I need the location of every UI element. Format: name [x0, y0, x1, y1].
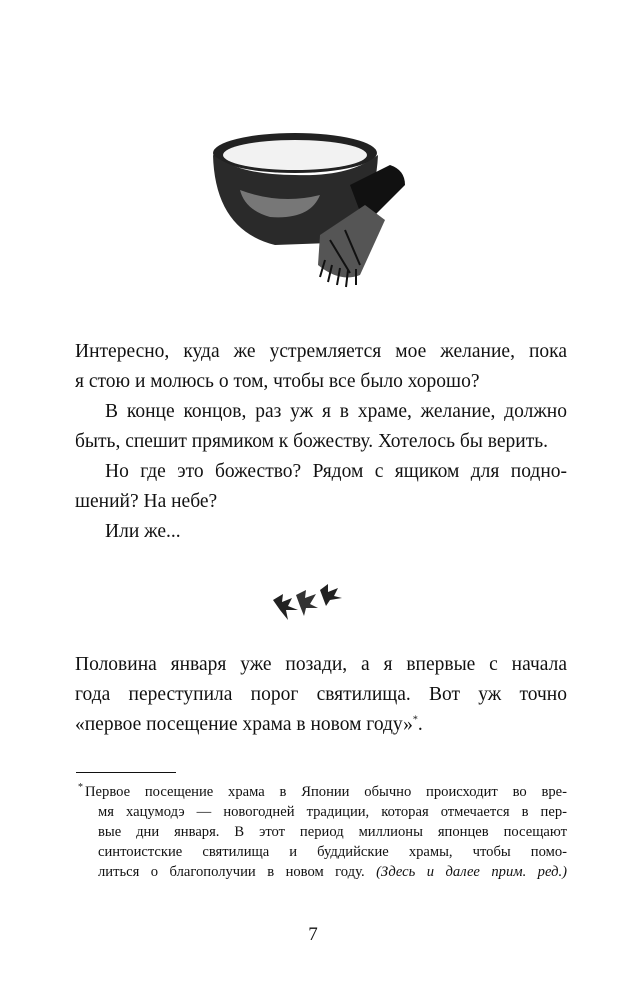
- text-line: Или же...: [105, 521, 181, 542]
- footnote-line: * Первое посещение храма в Японии обычно происходит во вре-: [78, 782, 567, 800]
- page-number: 7: [308, 924, 318, 945]
- text-line: В конце концов, раз уж я в храме, желание, должно: [105, 401, 567, 422]
- footnote-line: вые дни января. В этот период миллионы японцев посещают: [98, 824, 567, 840]
- section-2: [75, 650, 567, 740]
- text-line: Но где это божество? Рядом с ящиком для подно-: [105, 461, 567, 482]
- text-line: Интересно, куда же устремляется мое желание, пока: [75, 341, 567, 362]
- section-1: [75, 337, 567, 547]
- text-line: я стою и молюсь о том, чтобы все было хорошо?: [75, 371, 480, 392]
- footnote-divider: [76, 772, 176, 773]
- footnote-reference: *: [412, 714, 418, 726]
- text-line: «первое посещение храма в новом году»*.: [75, 714, 423, 735]
- text-line: Половина января уже позади, а я впервые с начала: [75, 654, 567, 675]
- footnote-mark: *: [78, 782, 83, 794]
- editor-note: (Здесь и далее прим. ред.): [376, 864, 567, 880]
- matcha-bowl-illustration: [200, 125, 440, 300]
- footnote: [78, 782, 567, 882]
- footnote-line: мя хацумодэ — новогодней традиции, которая отмечается в пер-: [98, 804, 567, 820]
- text-line: шений? На небе?: [75, 491, 218, 512]
- footnote-line: литься о благополучии в новом году. (Здесь и далее прим. ред.): [98, 864, 567, 880]
- footnote-line: синтоистские святилища и буддийские храмы, чтобы помо-: [98, 844, 567, 860]
- text-line: быть, спешит прямиком к божеству. Хотелось бы верить.: [75, 431, 548, 452]
- maple-leaves-ornament: [268, 580, 348, 622]
- text-line: года переступила порог святилища. Вот уж точно: [75, 684, 567, 705]
